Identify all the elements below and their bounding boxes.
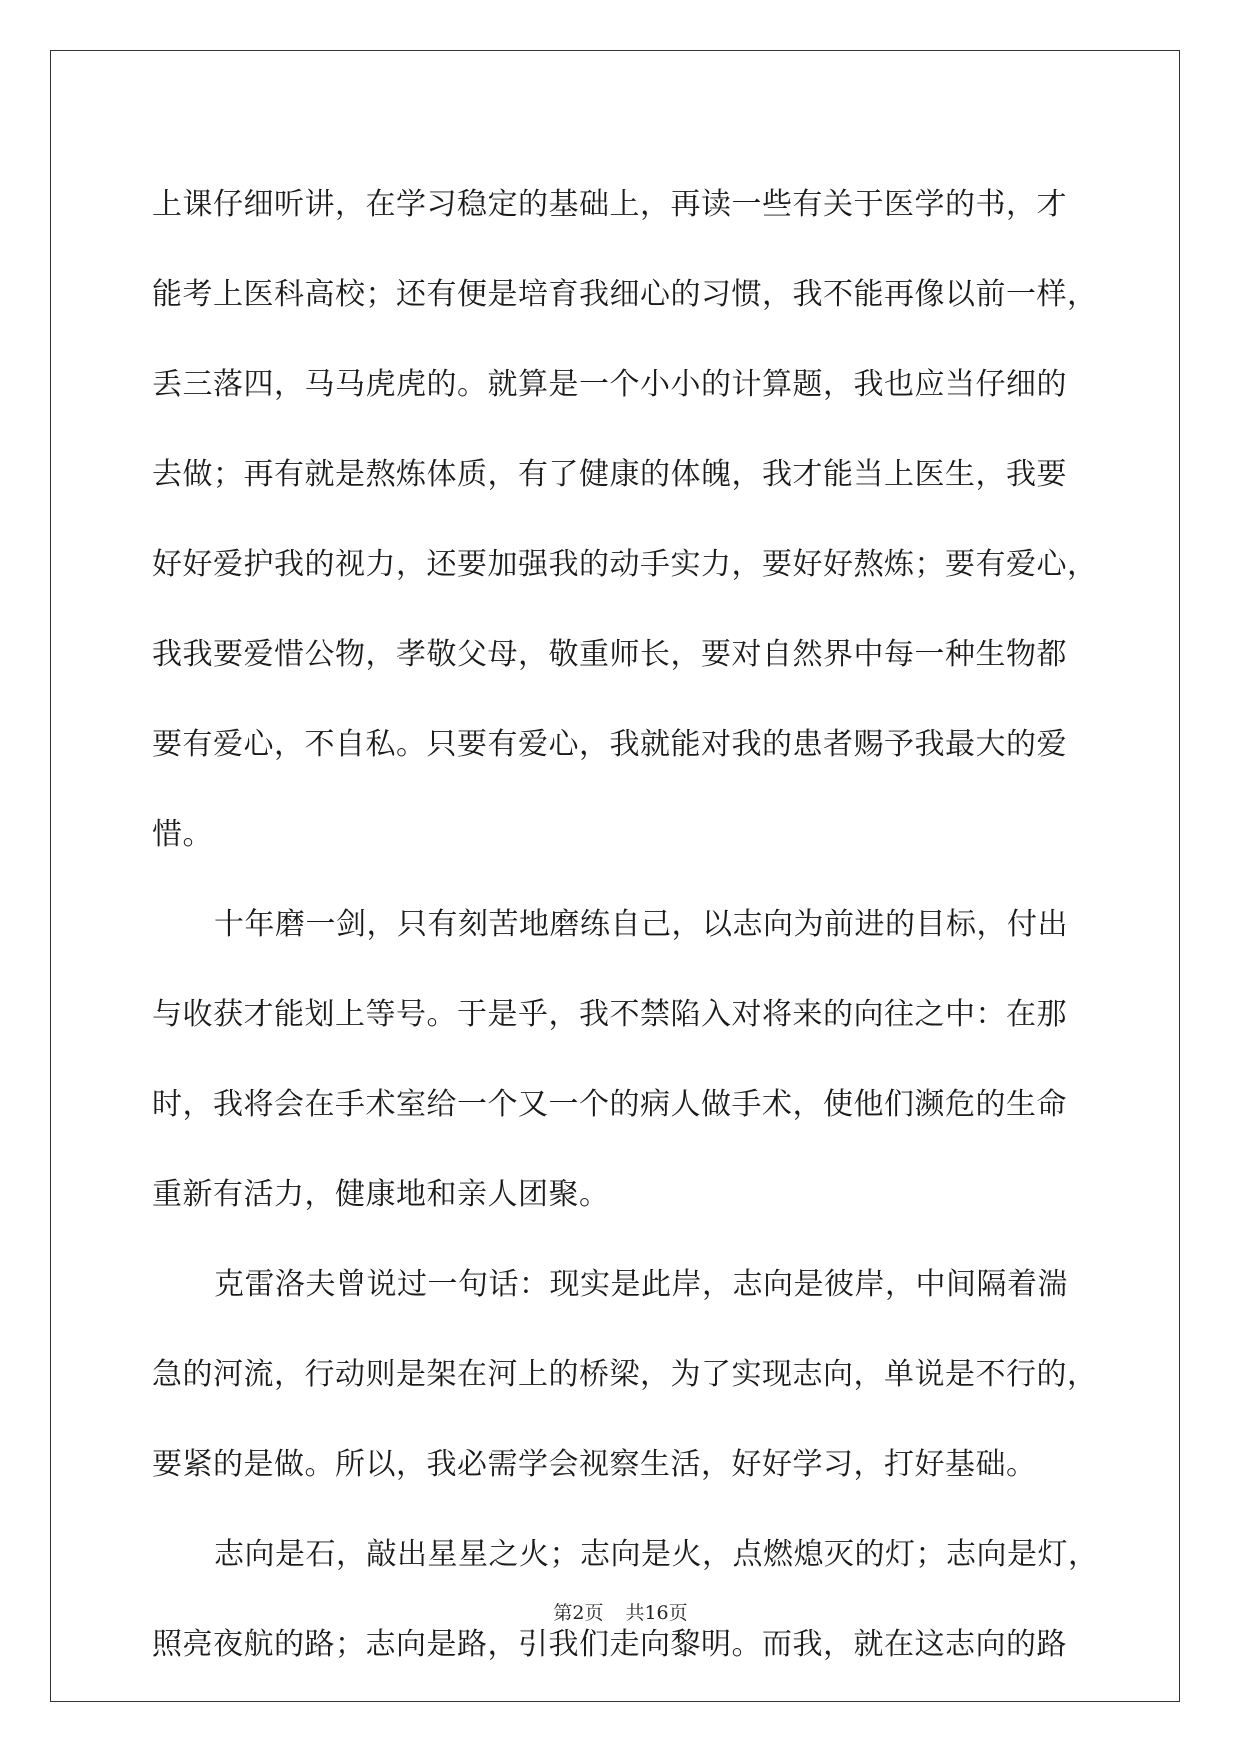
page-number: 第2页 <box>553 1602 604 1624</box>
text-line: 时，我将会在手术室给一个又一个的病人做手术，使他们濒危的生命 <box>152 1087 1067 1122</box>
text-line: 好好爱护我的视力，还要加强我的动手实力，要好好熬炼；要有爱心， <box>152 547 1098 582</box>
text-line: 能考上医科高校；还有便是培育我细心的习惯，我不能再像以前一样， <box>152 277 1098 312</box>
document-body <box>152 160 1099 1690</box>
text-line: 重新有活力，健康地和亲人团聚。 <box>152 1177 610 1212</box>
text-line: 克雷洛夫曾说过一句话：现实是此岸，志向是彼岸，中间隔着湍 <box>214 1267 1068 1302</box>
text-line: 上课仔细听讲，在学习稳定的基础上，再读一些有关于医学的书，才 <box>152 187 1067 222</box>
page-footer <box>0 1598 1241 1625</box>
text-line: 我我要爱惜公物，孝敬父母，敬重师长，要对自然界中每一种生物都 <box>152 637 1067 672</box>
page-total: 共16页 <box>625 1602 688 1624</box>
text-line: 与收获才能划上等号。于是乎，我不禁陷入对将来的向往之中：在那 <box>152 997 1067 1032</box>
text-line: 丢三落四，马马虎虎的。就算是一个小小的计算题，我也应当仔细的 <box>152 367 1067 402</box>
text-line: 要有爱心，不自私。只要有爱心，我就能对我的患者赐予我最大的爱 <box>152 727 1067 762</box>
text-line: 照亮夜航的路；志向是路，引我们走向黎明。而我，就在这志向的路 <box>152 1627 1067 1662</box>
text-line: 志向是石，敲出星星之火；志向是火，点燃熄灭的灯；志向是灯， <box>214 1537 1099 1572</box>
text-line: 惜。 <box>152 817 213 852</box>
text-line: 要紧的是做。所以，我必需学会视察生活，好好学习，打好基础。 <box>152 1447 1037 1482</box>
text-line: 十年磨一剑，只有刻苦地磨练自己，以志向为前进的目标，付出 <box>214 907 1068 942</box>
text-line: 急的河流，行动则是架在河上的桥梁，为了实现志向，单说是不行的， <box>152 1357 1098 1392</box>
text-line: 去做；再有就是熬炼体质，有了健康的体魄，我才能当上医生，我要 <box>152 457 1067 492</box>
